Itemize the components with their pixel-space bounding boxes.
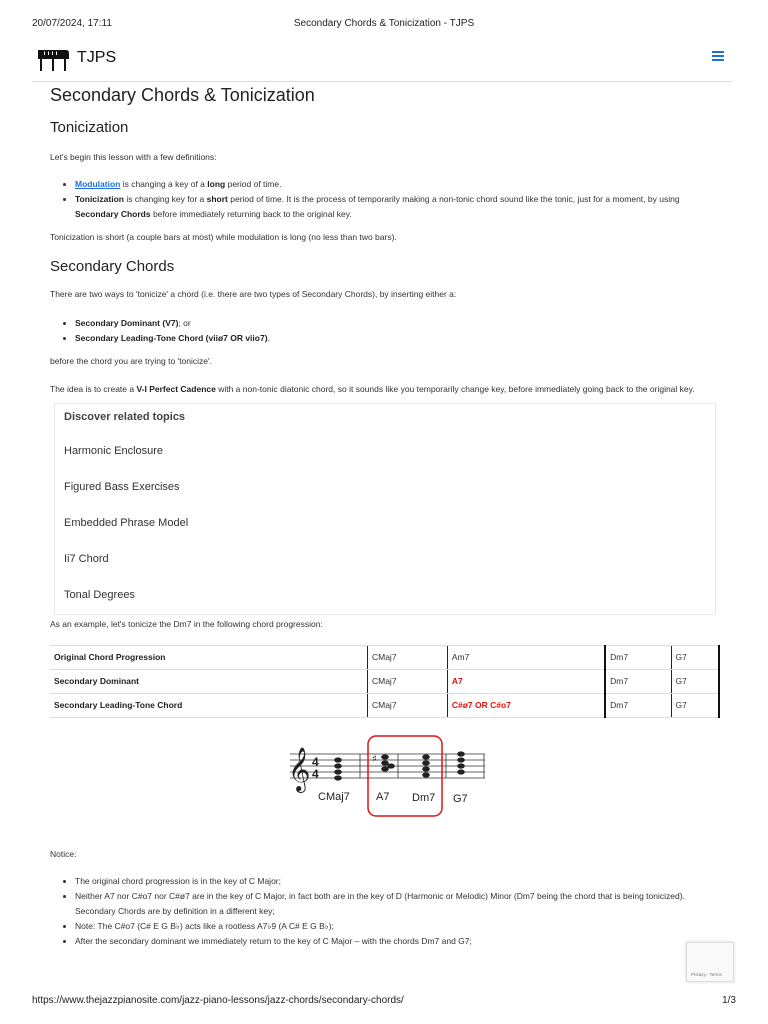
table-cell: Dm7	[605, 694, 671, 718]
chord-types-list	[50, 316, 720, 346]
table-cell: CMaj7	[367, 694, 447, 718]
intro-paragraph: Let's begin this lesson with a few definitions:	[50, 152, 217, 162]
chord-label: G7	[453, 793, 468, 805]
row-label: Secondary Dominant	[50, 670, 367, 694]
chord-label: Dm7	[412, 792, 436, 804]
grand-piano-icon[interactable]	[36, 46, 70, 74]
print-url: https://www.thejazzpianosite.com/jazz-piano-lessons/jazz-chords/secondary-chords/	[32, 995, 404, 1006]
music-staff-figure	[50, 734, 720, 824]
list-item: • The original chord progression is in the key of C Major;	[75, 874, 720, 889]
time-signature-bottom: 4	[312, 767, 319, 781]
table-cell-secondary: A7	[447, 670, 605, 694]
before-paragraph: before the chord you are trying to 'tonicize'.	[50, 356, 213, 366]
table-cell: G7	[671, 646, 719, 670]
related-topic-link[interactable]: Figured Bass Exercises	[64, 481, 180, 493]
list-item: • Tonicization is changing key for a short period of time. It is the process of temporarily making a non-tonic chord sound like the tonic, just for a moment, by using Secondary Chords before immediately returning back to the original key.	[75, 192, 720, 222]
list-item: • Neither A7 nor C#o7 nor C#ø7 are in the key of C Major, in fact both are in the key of D (Harmonic or Melodic) Minor (Dm7 being the chord that is being tonicized). Secondary Chords are by definition in a different key;	[75, 889, 720, 919]
idea-paragraph: The idea is to create a V-I Perfect Cadence with a non-tonic diatonic chord, so it sounds like you temporarily change key, before immediately going back to the original key.	[50, 384, 695, 394]
table-row	[50, 694, 719, 718]
chord-progression-table	[50, 645, 720, 718]
recaptcha-badge[interactable]	[686, 942, 734, 982]
article	[50, 84, 720, 949]
page-title: Secondary Chords & Tonicization	[50, 85, 315, 105]
print-date: 20/07/2024, 17:11	[32, 18, 112, 29]
table-cell: Dm7	[605, 670, 671, 694]
related-topics-heading: Discover related topics	[64, 411, 186, 423]
related-topics-box	[54, 403, 716, 615]
chord-label: A7	[376, 791, 390, 803]
hamburger-icon[interactable]	[712, 51, 724, 61]
table-cell: Am7	[447, 646, 605, 670]
related-topic-link[interactable]: Ii7 Chord	[64, 553, 109, 565]
list-item: • Modulation is changing a key of a long period of time.	[75, 177, 720, 192]
related-topic-link[interactable]: Embedded Phrase Model	[64, 517, 189, 529]
table-row	[50, 646, 719, 670]
chord-label: CMaj7	[318, 791, 350, 803]
print-doc-title: Secondary Chords & Tonicization - TJPS	[293, 18, 475, 29]
list-item: • Secondary Leading-Tone Chord (viiø7 OR viio7).	[75, 331, 720, 346]
example-paragraph: As an example, let's tonicize the Dm7 in the following chord progression:	[50, 619, 323, 629]
row-label: Original Chord Progression	[50, 646, 367, 670]
recaptcha-text: Privacy - Terms	[691, 972, 722, 977]
table-cell: G7	[671, 670, 719, 694]
row-label: Secondary Leading-Tone Chord	[50, 694, 367, 718]
notice-label: Notice:	[50, 849, 77, 859]
related-topic-link[interactable]: Tonal Degrees	[64, 589, 135, 601]
highlight-box	[368, 736, 442, 816]
svg-text:♯: ♯	[372, 754, 377, 765]
summary-paragraph: Tonicization is short (a couple bars at most) while modulation is long (no less than two bars).	[50, 232, 397, 242]
table-row	[50, 670, 719, 694]
print-footer	[32, 995, 736, 1007]
ways-paragraph: There are two ways to 'tonicize' a chord (i.e. there are two types of Secondary Chords), by inserting either a:	[50, 289, 457, 299]
table-cell: CMaj7	[367, 670, 447, 694]
notice-list	[50, 874, 720, 949]
table-cell: Dm7	[605, 646, 671, 670]
time-signature-top: 4	[312, 755, 319, 769]
treble-clef-icon: 𝄞	[288, 747, 311, 791]
section-heading-tonicization: Tonicization	[50, 119, 129, 136]
section-heading-secondary-chords: Secondary Chords	[50, 258, 175, 275]
print-header	[32, 18, 736, 30]
table-cell: G7	[671, 694, 719, 718]
definitions-list	[50, 177, 720, 222]
table-cell: CMaj7	[367, 646, 447, 670]
list-item: • Secondary Dominant (V7); or	[75, 316, 720, 331]
print-page-number: 1/3	[722, 995, 736, 1006]
related-topic-link[interactable]: Harmonic Enclosure	[64, 445, 164, 457]
list-item: • After the secondary dominant we immediately return to the key of C Major – with the chords Dm7 and G7;	[75, 934, 720, 949]
table-cell-secondary: C#ø7 OR C#o7	[447, 694, 605, 718]
list-item: • Note: The C#o7 (C# E G B♭) acts like a rootless A7♭9 (A C# E G B♭);	[75, 919, 720, 934]
site-brand[interactable]: TJPS	[77, 49, 117, 66]
site-header	[32, 42, 732, 82]
modulation-link[interactable]: Modulation	[75, 179, 121, 189]
